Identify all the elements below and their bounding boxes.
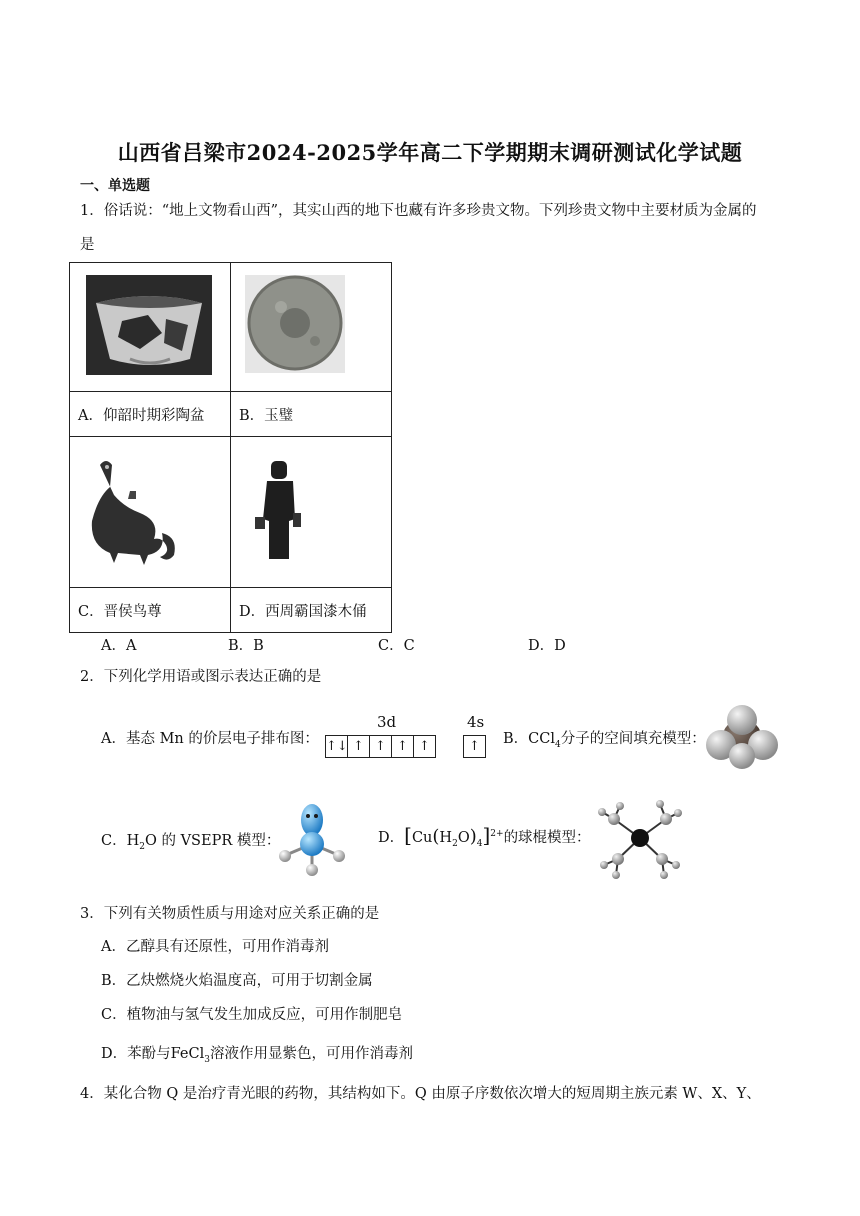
- image-cell-c: [70, 437, 231, 588]
- c-sub: 2: [139, 841, 145, 852]
- q1-stem-line2: 是: [80, 237, 95, 253]
- orbital-diagram-3d: [325, 735, 436, 758]
- q1-option-c[interactable]: C．C: [378, 638, 415, 654]
- d-sub4: 4: [476, 838, 483, 849]
- image-cell-a: [70, 263, 231, 392]
- q1-option-a[interactable]: A．A: [101, 638, 137, 654]
- image-cell-b: [231, 263, 392, 392]
- q1-option-d[interactable]: D．D: [528, 638, 566, 654]
- section-heading: 一、单选题: [80, 178, 150, 194]
- caption-d: D．西周霸国漆木俑: [231, 588, 392, 633]
- d-h: H: [439, 830, 453, 846]
- q3-d-chem: FeCl: [170, 1046, 205, 1062]
- d-sub2: 2: [452, 838, 458, 849]
- painted-pottery-basin-image: [70, 263, 222, 387]
- q3-option-c[interactable]: C．植物油与氢气发生加成反应，可用作制肥皂: [101, 1007, 403, 1023]
- q1-option-b[interactable]: B．B: [228, 638, 264, 654]
- label-3d: 3d: [377, 713, 397, 731]
- q3-d-suffix: 溶液作用显紫色，可用作消毒剂: [209, 1046, 413, 1062]
- d-cu: Cu: [411, 830, 433, 846]
- label-4s: 4s: [467, 713, 485, 731]
- caption-b: B．玉璧: [231, 392, 392, 437]
- lacquered-wood-figurine-image: [231, 437, 383, 583]
- b-suffix: 分子的空间填充模型：: [560, 731, 706, 747]
- b-prefix: B．CCl: [503, 731, 555, 747]
- q3-option-b[interactable]: B．乙炔燃烧火焰温度高，可用于切割金属: [101, 973, 373, 989]
- h2o-vsepr-model: [272, 802, 352, 878]
- cu-h2o4-ball-stick-model: [592, 795, 688, 885]
- page-title: 山西省吕梁市2024-2025学年高二下学期期末调研测试化学试题: [117, 140, 743, 165]
- image-cell-d: [231, 437, 392, 588]
- q2-stem: 2．下列化学用语或图示表达正确的是: [80, 669, 322, 685]
- orbital-box: ↑: [413, 735, 436, 758]
- q2-option-a-label[interactable]: A．基态 Mn 的价层电子排布图：: [101, 731, 319, 747]
- orbital-diagram-4s: [463, 735, 486, 758]
- q2-option-b-label[interactable]: [503, 729, 706, 755]
- orbital-box: ↑↓: [325, 735, 348, 758]
- c-suffix: O 的 VSEPR 模型：: [144, 833, 281, 849]
- d-suffix: 的球棍模型：: [503, 830, 591, 846]
- q3-option-a[interactable]: A．乙醇具有还原性，可用作消毒剂: [101, 939, 329, 955]
- d-o: O: [457, 830, 470, 846]
- q3-stem: 3．下列有关物质性质与用途对应关系正确的是: [80, 906, 380, 922]
- caption-c: C．晋侯鸟尊: [70, 588, 231, 633]
- d-sup: 2+: [490, 829, 504, 840]
- c-prefix: C．H: [101, 833, 140, 849]
- q3-d-sub: 3: [204, 1054, 210, 1065]
- d-prefix: D．: [378, 830, 405, 846]
- orbital-box: ↑: [369, 735, 392, 758]
- caption-a: A．仰韶时期彩陶盆: [70, 392, 231, 437]
- relic-table: [69, 262, 392, 633]
- q2-option-d-label[interactable]: D．$[Cu(H_2O)_4]^{2+}$的球棍模型：: [378, 823, 591, 849]
- orbital-box: ↑: [347, 735, 370, 758]
- orbital-box: ↑: [391, 735, 414, 758]
- ccl4-space-filling-model: [704, 703, 780, 771]
- jade-bi-disc-image: [231, 263, 383, 387]
- q1-stem-line1: 1．俗话说：“地上文物看山西”，其实山西的地下也藏有许多珍贵文物。下列珍贵文物中主要材质为金属的: [80, 203, 757, 219]
- q3-d-prefix: D．苯酚与: [101, 1046, 171, 1062]
- bird-shaped-zun-image: [70, 437, 222, 583]
- q2-option-c-label[interactable]: [101, 831, 280, 857]
- b-sub: 4: [554, 739, 561, 750]
- orbital-box: ↑: [463, 735, 486, 758]
- q4-stem: 4．某化合物 Q 是治疗青光眼的药物，其结构如下。Q 由原子序数依次增大的短周期主族元素 W、X、Y、: [80, 1086, 761, 1102]
- q3-option-d[interactable]: [101, 1044, 413, 1070]
